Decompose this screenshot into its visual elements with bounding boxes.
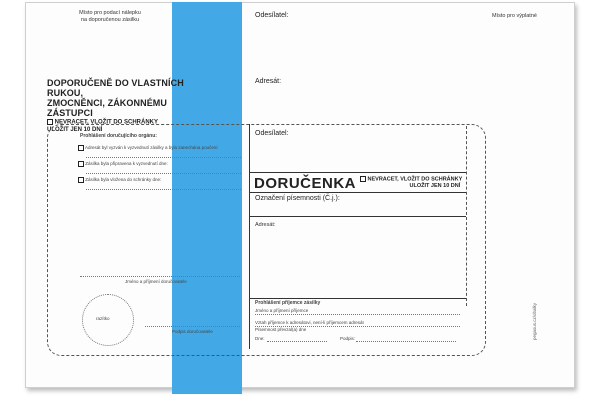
item-3-line (86, 189, 241, 190)
receipt-line-1 (255, 314, 460, 315)
slip-return-option-text: NEVRACET, VLOŽIT DO SCHRÁNKY (367, 176, 463, 183)
slip-left-border (249, 124, 250, 349)
post-office-item-1 (78, 145, 218, 151)
reference-bottom-line (249, 216, 466, 217)
instruction-line-2: ZMOCNĚNCI, ZÁKONNÉMU ZÁSTUPCI (47, 98, 167, 118)
slip-perforation (466, 126, 467, 306)
return-option-checkbox[interactable] (47, 119, 53, 125)
receipt-line-2-label: Vztah příjemce k adresátovi, není-li příjemcem adresát (255, 320, 364, 325)
deliverer-name-label: Jméno a příjmení doručovatele (125, 279, 187, 284)
post-office-item-2-text: Zásilka byla připravena k vyzvednutí dne: (85, 161, 168, 167)
slip-options (360, 176, 462, 190)
deliverer-signature-line (145, 326, 240, 327)
stamp-text: razítko (96, 316, 110, 321)
receipt-line-1-label: Jméno a příjmení příjemce (255, 308, 309, 313)
post-office-item-2 (78, 161, 168, 167)
side-code: pegasus.cz/obalky (532, 302, 537, 340)
slip-title-bottom-line (249, 192, 466, 193)
post-office-checkbox-2[interactable] (78, 161, 84, 167)
slip-store-days: ULOŽIT JEN 10 DNÍ (409, 183, 461, 190)
label-line-1: Místo pro podací nálepku (79, 10, 141, 16)
slip-title: DORUČENKA (254, 175, 356, 192)
receipt-signature-label: Podpis: (340, 336, 356, 341)
reference-label: Označení písemnosti (Č.j.): (255, 195, 340, 202)
post-office-title: Prohlášení doručujícího orgánu: (80, 133, 157, 139)
receipt-date-label: Dne: (255, 336, 265, 341)
slip-title-top-line (249, 172, 466, 173)
slip-return-checkbox[interactable] (360, 176, 366, 182)
receipt-title: Prohlášení příjemce zásilky (255, 300, 321, 306)
post-office-checkbox-1[interactable] (78, 145, 84, 151)
deliverer-signature-label: Podpis doručovatele (172, 329, 213, 334)
item-2-line (86, 173, 241, 174)
item-1-line (86, 157, 241, 158)
receipt-top-line (249, 298, 466, 299)
receipt-date-line (267, 341, 327, 342)
label-placement-note (60, 10, 160, 24)
receipt-signature-line (356, 341, 456, 342)
addressee-label: Adresát: (255, 78, 282, 85)
instruction-line-1: DOPORUČENĚ DO VLASTNÍCH RUKOU, (47, 78, 184, 98)
receipt-line-3-label: Písemnost převzal(a) dne (255, 327, 307, 332)
label-line-2: na doporučenou zásilku (80, 17, 140, 23)
post-office-item-3-text: Zásilka byla vložena do schránky dne: (85, 177, 162, 183)
deliverer-name-line (80, 276, 240, 277)
slip-sender-label: Odesílatel: (255, 130, 289, 137)
sender-label: Odesílatel: (255, 12, 289, 19)
post-office-checkbox-3[interactable] (78, 177, 84, 183)
return-option-text: NEVRACET, VLOŽIT DO SCHRÁNKY (54, 119, 159, 126)
postage-label: Místo pro výplatné (492, 13, 537, 19)
slip-addressee-label: Adresát: (255, 222, 276, 228)
post-office-item-1-text: Adresát byl vyzván k vyzvednutí zásilky a byla zanechána poučení (85, 145, 218, 151)
post-office-item-3 (78, 177, 161, 183)
store-days-text: ULOŽIT JEN 10 DNÍ (47, 126, 103, 133)
